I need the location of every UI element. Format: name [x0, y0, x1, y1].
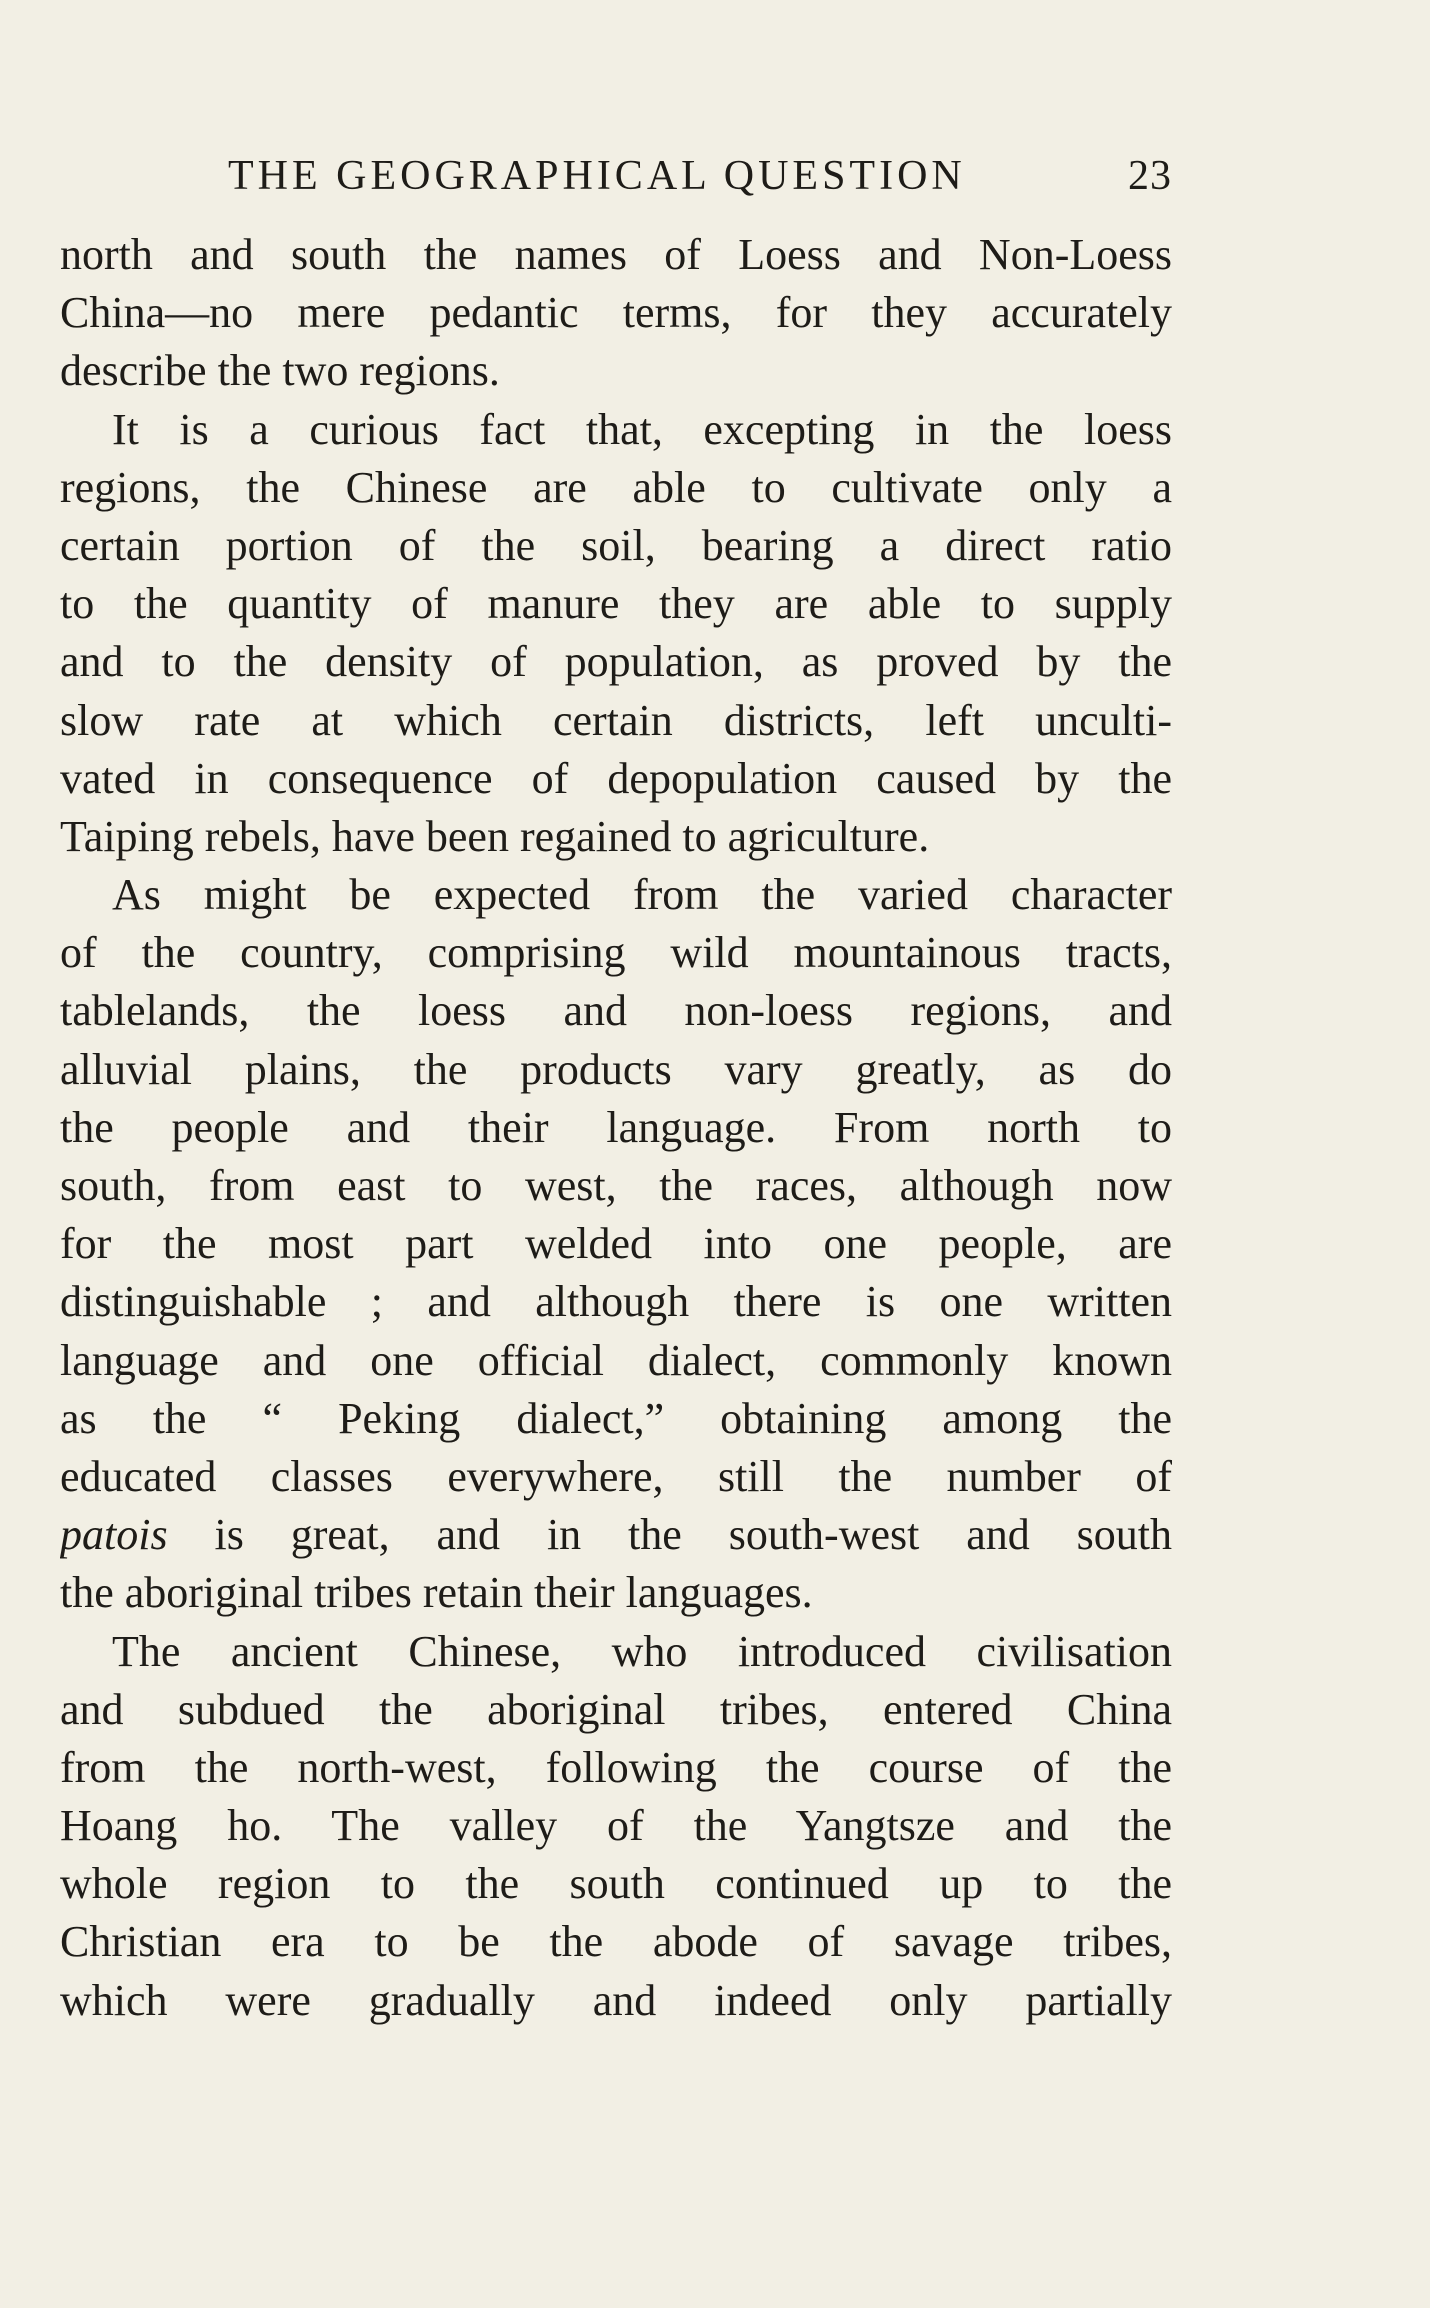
text-line: slow rate at which certain districts, left unculti-	[60, 695, 1172, 745]
text-line: vated in consequence of depopulation caused by the	[60, 753, 1172, 803]
italic-word: patois	[60, 1510, 168, 1560]
text-line: certain portion of the soil, bearing a direct ratio	[60, 520, 1172, 570]
text-line: distinguishable ; and although there is one written	[60, 1277, 1172, 1327]
paragraph	[60, 1623, 1172, 2030]
text-line: Christian era to be the abode of savage tribes,	[60, 1917, 1172, 1967]
text-line: language and one official dialect, commonly known	[60, 1335, 1172, 1385]
paragraph	[60, 226, 1172, 401]
text-line: as the “ Peking dialect,” obtaining among the	[60, 1393, 1172, 1443]
text-line: tablelands, the loess and non-loess regions, and	[60, 986, 1172, 1036]
text-line: for the most part welded into one people, are	[60, 1219, 1172, 1269]
text-line: alluvial plains, the products vary greatly, as do	[60, 1044, 1172, 1094]
text-line: to the quantity of manure they are able to supply	[60, 579, 1172, 629]
text-line: Hoang ho. The valley of the Yangtsze and the	[60, 1801, 1172, 1851]
text-line: from the north-west, following the course of the	[60, 1742, 1172, 1792]
text-line: As might be expected from the varied character	[112, 870, 1172, 920]
text-line: the aboriginal tribes retain their languages.	[60, 1568, 813, 1618]
text-line: and subdued the aboriginal tribes, entered China	[60, 1684, 1172, 1734]
body-text	[60, 226, 1172, 2030]
text-line: north and south the names of Loess and Non-Loess	[60, 230, 1172, 279]
text-line: regions, the Chinese are able to cultivate only a	[60, 462, 1172, 512]
text-run: is great, and in the south-west and south	[167, 1510, 1172, 1560]
page-number: 23	[1128, 153, 1172, 199]
running-head	[60, 152, 1172, 208]
text-line: the people and their language. From north to	[60, 1102, 1172, 1152]
text-line: of the country, comprising wild mountainous tracts,	[60, 928, 1172, 978]
paragraph	[60, 401, 1172, 867]
text-line: describe the two regions.	[60, 346, 500, 396]
running-title: THE GEOGRAPHICAL QUESTION	[228, 153, 966, 199]
text-line: which were gradually and indeed only partially	[60, 1975, 1172, 2025]
paragraph	[60, 866, 1172, 1622]
text-line: It is a curious fact that, excepting in the loess	[112, 404, 1172, 454]
text-line: whole region to the south continued up to the	[60, 1859, 1172, 1909]
text-line: educated classes everywhere, still the number of	[60, 1451, 1172, 1501]
text-line: and to the density of population, as proved by the	[60, 637, 1172, 687]
text-line: south, from east to west, the races, although now	[60, 1161, 1172, 1210]
text-line-with-italic	[60, 1506, 1172, 1564]
text-line: China—no mere pedantic terms, for they accurately	[60, 288, 1172, 338]
text-line: The ancient Chinese, who introduced civilisation	[112, 1626, 1172, 1676]
text-line: Taiping rebels, have been regained to agriculture.	[60, 811, 930, 861]
